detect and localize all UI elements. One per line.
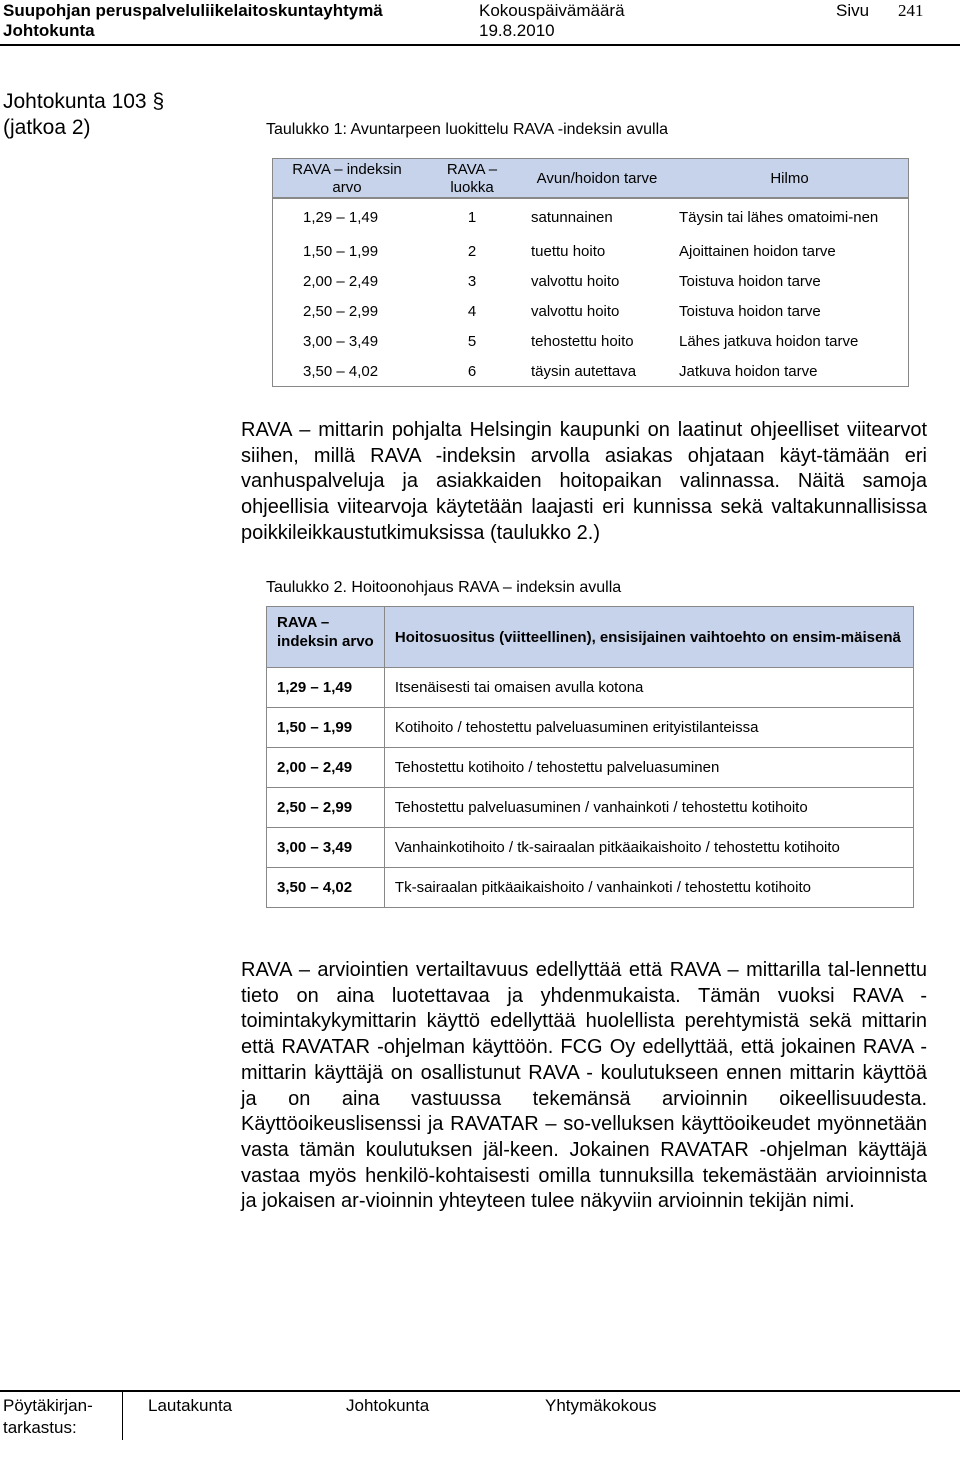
index-range-cell: 3,50 – 4,02 [303, 362, 379, 380]
meeting-date-label: Kokouspäivämäärä [479, 1, 625, 20]
column-header: Avun/hoidon tarve [523, 159, 671, 198]
class-cell: 4 [467, 302, 477, 320]
hilmo-cell: Täysin tai lähes omatoimi-nen [679, 208, 879, 226]
table2-caption: Taulukko 2. Hoitoonohjaus RAVA – indeksin avulla [266, 579, 622, 596]
page-label: Sivu [836, 1, 870, 20]
hilmo-cell: Toistuva hoidon tarve [679, 272, 821, 290]
care-need-cell: valvottu hoito [531, 272, 620, 290]
class-cell: 1 [467, 208, 477, 226]
page-number: 241 [898, 1, 924, 20]
recommendation-cell: Tk-sairaalan pitkäaikaishoito / vanhainkoti / tehostettu kotihoito [384, 868, 913, 908]
footer-check-label: Pöytäkirjan- [3, 1396, 93, 1415]
column-header: RAVA – indeksin arvo [267, 607, 385, 668]
index-range-cell: 2,00 – 2,49 [303, 272, 379, 290]
table-row [267, 788, 914, 828]
paragraph-requirements: RAVA – arviointien vertailtavuus edellyttää että RAVA – mittarilla tal-lennettu tieto on aina luotettavaa ja yhdenmukaista. Tämän vuoksi RAVA -toimintakykymittarin käyttö edellyttää huolellista perehtymistä sekä mittarin että RAVATAR -ohjelman käyttöön. FCG Oy edellyttää, että jokainen RAVA -mittarin käyttäjä on osallistunut RAVA - koulutukseen ennen mittarin käyttöä ja on aina vastuussa tekemänsä arvioinnin oikeellisuudesta. Käyttöoikeuslisenssi ja RAVATAR – so-velluksen käyttöoikeudet myönnetään vasta tämän koulutuksen jäl-keen. Jokainen RAVATAR -ohjelman käyttäjä vastaa myös henkilö-kohtaisesti omilla tunnuksilla tekemästään arvioinnista ja jokaisen ar-vioinnin yhteyteen tulee näkyviin arvioinnin tekijän nimi. [241, 959, 927, 1213]
footer-signature-yhtymakokous: Yhtymäkokous [545, 1396, 657, 1415]
table-row [267, 748, 914, 788]
class-cell: 2 [467, 242, 477, 260]
index-range-cell: 3,00 – 3,49 [303, 332, 379, 350]
table-row [267, 668, 914, 708]
column-header: RAVA – indeksin arvo [273, 159, 421, 198]
classification-table [273, 159, 908, 198]
hilmo-cell: Toistuva hoidon tarve [679, 302, 821, 320]
care-need-cell: satunnainen [531, 208, 613, 226]
footer-check-label: tarkastus: [3, 1418, 77, 1437]
index-range-cell: 3,00 – 3,49 [267, 828, 385, 868]
column-header: Hoitosuositus (viitteellinen), ensisijainen vaihtoehto on ensim-mäisenä [384, 607, 913, 668]
meeting-date: 19.8.2010 [479, 21, 555, 40]
recommendation-cell: Tehostettu palveluasuminen / vanhainkoti / tehostettu kotihoito [384, 788, 913, 828]
hilmo-cell: Jatkuva hoidon tarve [679, 362, 818, 380]
paragraph-intro: RAVA – mittarin pohjalta Helsingin kaupunki on laatinut ohjeelliset viitearvot siihen, millä RAVA -indeksin arvolla asiakas ohjataan käyt-tämään eri vanhuspalveluja ja asiakkaiden hoitopaikan valinnassa. Näitä samoja ohjeellisia viitearvoja käytetään laajasti eri kunnissa sekä valtakunnallisissa poikkileikkaustutkimuksissa (taulukko 2.) [241, 419, 927, 544]
hilmo-cell: Lähes jatkuva hoidon tarve [679, 332, 859, 350]
board-name: Johtokunta [3, 21, 95, 40]
care-need-cell: valvottu hoito [531, 302, 620, 320]
recommendation-cell: Kotihoito / tehostettu palveluasuminen erityistilanteissa [384, 708, 913, 748]
index-range-cell: 1,50 – 1,99 [267, 708, 385, 748]
index-range-cell: 1,29 – 1,49 [303, 208, 379, 226]
index-range-cell: 1,50 – 1,99 [303, 242, 379, 260]
index-range-cell: 2,50 – 2,99 [267, 788, 385, 828]
index-range-cell: 3,50 – 4,02 [267, 868, 385, 908]
table-header-row [273, 159, 908, 198]
header-divider [0, 44, 960, 46]
class-cell: 5 [467, 332, 477, 350]
recommendation-cell: Tehostettu kotihoito / tehostettu palveluasuminen [384, 748, 913, 788]
class-cell: 6 [467, 362, 477, 380]
recommendation-cell: Vanhainkotihoito / tk-sairaalan pitkäaikaishoito / tehostettu kotihoito [384, 828, 913, 868]
hilmo-cell: Ajoittainen hoidon tarve [679, 242, 836, 260]
table-row [267, 708, 914, 748]
care-guidance-table [266, 606, 914, 908]
table-row [273, 198, 908, 236]
section-title: Johtokunta 103 § [3, 90, 165, 113]
index-range-cell: 2,50 – 2,99 [303, 302, 379, 320]
recommendation-cell: Itsenäisesti tai omaisen avulla kotona [384, 668, 913, 708]
classification-table-rows [273, 198, 908, 386]
index-range-cell: 2,00 – 2,49 [267, 748, 385, 788]
footer-divider [0, 1390, 960, 1392]
footer-signature-lautakunta: Lautakunta [148, 1396, 233, 1415]
table-row [273, 236, 908, 266]
care-need-cell: tehostettu hoito [531, 332, 634, 350]
footer-signature-johtokunta: Johtokunta [346, 1396, 430, 1415]
table-header-row [267, 607, 914, 668]
table-row [267, 868, 914, 908]
column-header: RAVA – luokka [421, 159, 523, 198]
column-header: Hilmo [671, 159, 908, 198]
table-row [267, 828, 914, 868]
table-row [273, 356, 908, 386]
organization-name: Suupohjan peruspalveluliikelaitoskuntayhtymä [3, 1, 383, 20]
class-cell: 3 [467, 272, 477, 290]
table-row [273, 326, 908, 356]
index-range-cell: 1,29 – 1,49 [267, 668, 385, 708]
section-subtitle: (jatkoa 2) [3, 116, 91, 139]
care-need-cell: tuettu hoito [531, 242, 606, 260]
footer-separator [122, 1390, 123, 1440]
care-need-cell: täysin autettava [531, 362, 637, 380]
table-row [273, 266, 908, 296]
table-row [273, 296, 908, 326]
table1-caption: Taulukko 1: Avuntarpeen luokittelu RAVA -indeksin avulla [266, 121, 669, 138]
